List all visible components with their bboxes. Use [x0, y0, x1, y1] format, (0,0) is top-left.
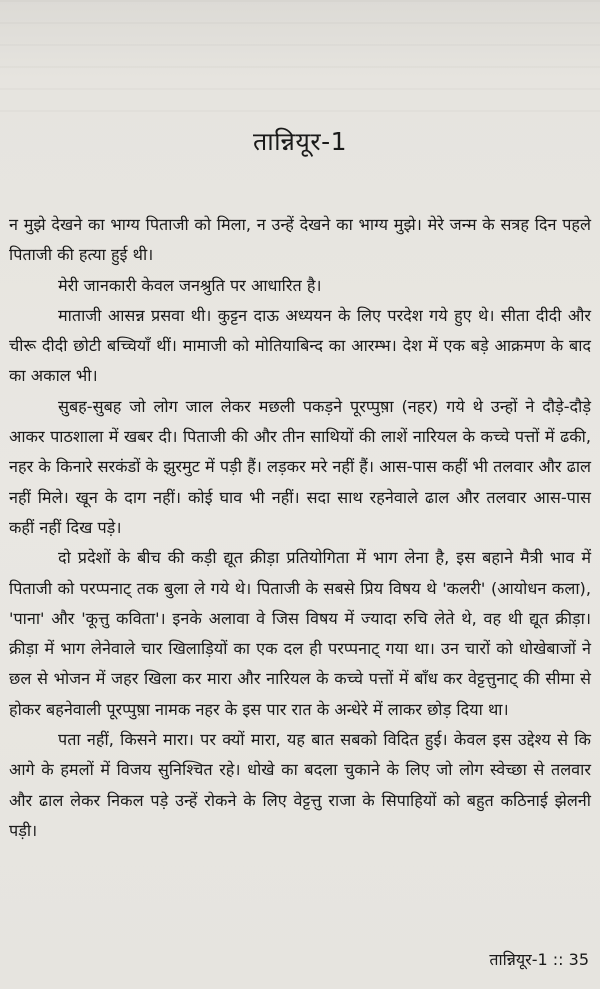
paragraph: मेरी जानकारी केवल जनश्रुति पर आधारित है। — [58, 275, 322, 295]
page-footer — [489, 948, 589, 970]
chapter-title: तान्नियूर-1 — [252, 127, 348, 156]
page-number: 35 — [568, 950, 589, 969]
footer-separator: :: — [552, 950, 564, 969]
running-title: तान्नियूर-1 — [489, 950, 548, 969]
show-through-text — [0, 0, 600, 120]
paragraph: माताजी आसन्न प्रसवा थी। कुट्टन दाऊ अध्ययन के लिए परदेश गये हुए थे। सीता दीदी और चीरू दीदी छोटी बच्चियाँ थीं। मामाजी को मोतियाबिन्द का आरम्भ। देश में एक बड़े आक्रमण के बाद का अकाल भी। — [9, 305, 591, 386]
body-text — [9, 210, 591, 846]
paragraph: न मुझे देखने का भाग्य पिताजी को मिला, न उन्हें देखने का भाग्य मुझे। मेरे जन्म के सत्रह दिन पहले पिताजी की हत्या हुई थी। — [9, 215, 591, 265]
paragraph: सुबह-सुबह जो लोग जाल लेकर मछली पकड़ने पूरप्पुष़ा (नहर) गये थे उन्हों ने दौड़े-दौड़े आकर पाठशाला में खबर दी। पिताजी की और तीन साथियों की लाशें नारियल के कच्चे पत्तों में ढकी, नहर के किनारे सरकंडों के झुरमुट में पड़ी हैं। लड़कर मरे नहीं हैं। आस-पास कहीं भी तलवार और ढाल नहीं मिले। खून के दाग नहीं। कोई घाव भी नहीं। सदा साथ रहनेवाले ढाल और तलवार आस-पास कहीं नहीं दिख पड़े। — [9, 396, 591, 537]
paragraph: दो प्रदेशों के बीच की कड़ी द्यूत क्रीड़ा प्रतियोगिता में भाग लेना है, इस बहाने मैत्री भाव में पिताजी को परप्पनाट् तक बुला ले गये थे। पिताजी के सबसे प्रिय विषय थे 'कलरी' (आयोधन कला), 'पाना' और 'कूत्तु कविता'। इनके अलावा वे जिस विषय में ज्यादा रुचि लेते थे, वह थी द्यूत क्रीड़ा। क्रीड़ा में भाग लेनेवाले चार खिलाड़ियों का एक दल ही परप्पनाट् गया था। उन चारों को धोखेबाजों ने छल से भोजन में जहर खिला कर मारा और नारियल के कच्चे पत्तों में बाँध कर वेट्टत्तुनाट् की सीमा से होकर बहनेवाली पूरप्पुष़ा नामक नहर के इस पार रात के अन्धेरे में लाकर छोड़ दिया था। — [9, 548, 591, 719]
paragraph: पता नहीं, किसने मारा। पर क्यों मारा, यह बात सबको विदित हुई। केवल इस उद्देश्य से कि आगे के हमलों में विजय सुनिश्चित रहे। धोखे का बदला चुकाने के लिए जो लोग स्वेच्छा से तलवार और ढाल लेकर निकल पड़े उन्हें रोकने के लिए वेट्टत्तु राजा के सिपाहियों को बहुत कठिनाई झेलनी पड़ी। — [9, 730, 591, 840]
